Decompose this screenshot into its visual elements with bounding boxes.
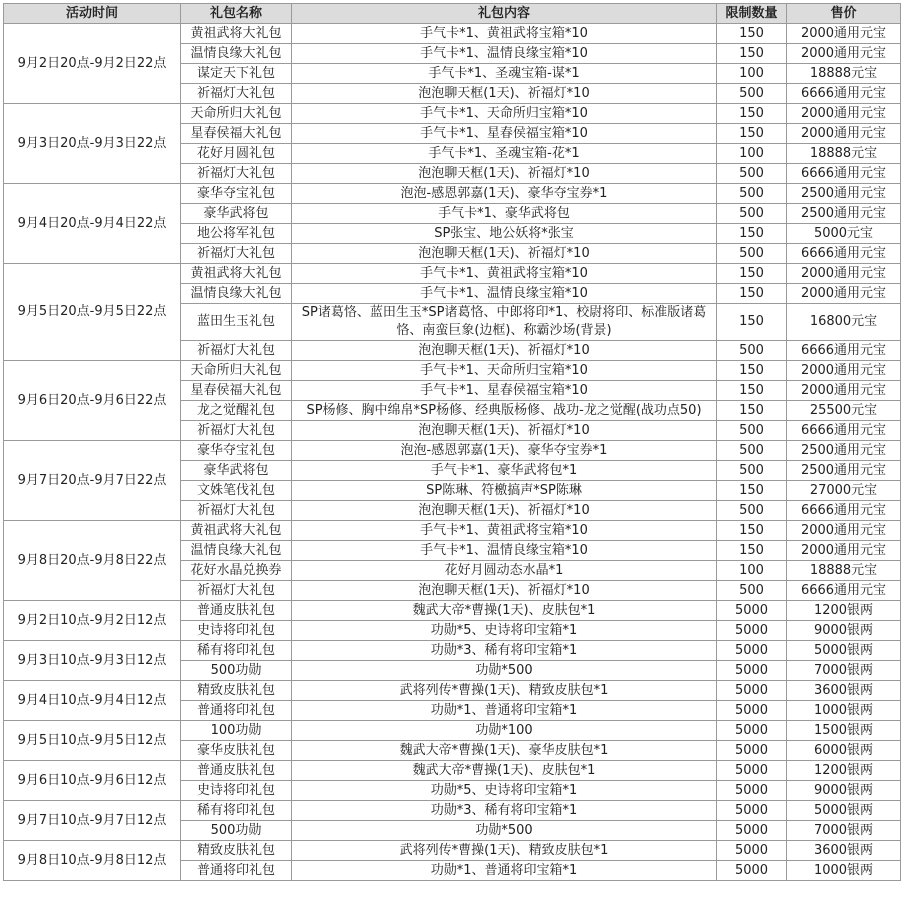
pack-content-cell: 手气卡*1、天命所归宝箱*10: [292, 361, 717, 381]
activity-time-cell: 9月8日20点-9月8日22点: [4, 521, 181, 601]
header-pack-content: 礼包内容: [292, 4, 717, 24]
table-row: [4, 681, 901, 701]
pack-content-cell: 手气卡*1、圣魂宝箱-花*1: [292, 144, 717, 164]
table-row: [4, 521, 901, 541]
table-row: [4, 721, 901, 741]
pack-name-cell: 史诗将印礼包: [181, 621, 292, 641]
limit-cell: 150: [717, 521, 787, 541]
price-cell: 1000银两: [787, 701, 901, 721]
price-cell: 16800元宝: [787, 304, 901, 341]
price-cell: 5000银两: [787, 641, 901, 661]
table-row: [4, 264, 901, 284]
pack-content-cell: SP杨修、胸中绵帛*SP杨修、经典版杨修、战功-龙之觉醒(战功点50): [292, 401, 717, 421]
activity-time-cell: 9月3日10点-9月3日12点: [4, 641, 181, 681]
limit-cell: 500: [717, 441, 787, 461]
table-row: [4, 441, 901, 461]
pack-name-cell: 豪华夺宝礼包: [181, 441, 292, 461]
price-cell: 6666通用元宝: [787, 244, 901, 264]
pack-content-cell: 功勋*5、史诗将印宝箱*1: [292, 781, 717, 801]
pack-content-cell: 泡泡聊天框(1天)、祈福灯*10: [292, 581, 717, 601]
price-cell: 2000通用元宝: [787, 381, 901, 401]
limit-cell: 500: [717, 461, 787, 481]
price-cell: 2500通用元宝: [787, 204, 901, 224]
header-row: [4, 4, 901, 24]
limit-cell: 5000: [717, 801, 787, 821]
limit-cell: 150: [717, 381, 787, 401]
table-row: [4, 24, 901, 44]
limit-cell: 150: [717, 124, 787, 144]
price-cell: 2500通用元宝: [787, 441, 901, 461]
price-cell: 2500通用元宝: [787, 184, 901, 204]
price-cell: 5000银两: [787, 801, 901, 821]
price-cell: 25500元宝: [787, 401, 901, 421]
pack-name-cell: 星春侯福大礼包: [181, 124, 292, 144]
pack-name-cell: 精致皮肤礼包: [181, 841, 292, 861]
pack-name-cell: 祈福灯大礼包: [181, 84, 292, 104]
pack-name-cell: 温情良缘大礼包: [181, 541, 292, 561]
limit-cell: 5000: [717, 721, 787, 741]
activity-time-cell: 9月5日20点-9月5日22点: [4, 264, 181, 361]
limit-cell: 150: [717, 24, 787, 44]
pack-name-cell: 普通将印礼包: [181, 861, 292, 881]
pack-name-cell: 天命所归大礼包: [181, 361, 292, 381]
limit-cell: 5000: [717, 641, 787, 661]
price-cell: 18888元宝: [787, 64, 901, 84]
pack-name-cell: 500功勋: [181, 821, 292, 841]
price-cell: 2500通用元宝: [787, 461, 901, 481]
limit-cell: 5000: [717, 781, 787, 801]
limit-cell: 5000: [717, 761, 787, 781]
limit-cell: 150: [717, 401, 787, 421]
limit-cell: 500: [717, 581, 787, 601]
limit-cell: 100: [717, 561, 787, 581]
limit-cell: 100: [717, 64, 787, 84]
limit-cell: 500: [717, 204, 787, 224]
limit-cell: 150: [717, 44, 787, 64]
limit-cell: 500: [717, 164, 787, 184]
price-cell: 6666通用元宝: [787, 421, 901, 441]
pack-name-cell: 温情良缘大礼包: [181, 44, 292, 64]
limit-cell: 5000: [717, 821, 787, 841]
pack-name-cell: 祈福灯大礼包: [181, 164, 292, 184]
price-cell: 1000银两: [787, 861, 901, 881]
pack-name-cell: 豪华夺宝礼包: [181, 184, 292, 204]
price-cell: 2000通用元宝: [787, 361, 901, 381]
limit-cell: 5000: [717, 741, 787, 761]
pack-content-cell: 功勋*1、普通将印宝箱*1: [292, 701, 717, 721]
price-cell: 6666通用元宝: [787, 164, 901, 184]
activity-time-cell: 9月2日10点-9月2日12点: [4, 601, 181, 641]
pack-name-cell: 普通皮肤礼包: [181, 601, 292, 621]
limit-cell: 500: [717, 421, 787, 441]
pack-name-cell: 祈福灯大礼包: [181, 244, 292, 264]
pack-name-cell: 文姝笔伐礼包: [181, 481, 292, 501]
pack-content-cell: 手气卡*1、天命所归宝箱*10: [292, 104, 717, 124]
price-cell: 6666通用元宝: [787, 581, 901, 601]
pack-content-cell: 手气卡*1、黄祖武将宝箱*10: [292, 264, 717, 284]
pack-content-cell: 手气卡*1、豪华武将包*1: [292, 461, 717, 481]
pack-name-cell: 黄祖武将大礼包: [181, 521, 292, 541]
pack-content-cell: 手气卡*1、黄祖武将宝箱*10: [292, 521, 717, 541]
pack-content-cell: 功勋*5、史诗将印宝箱*1: [292, 621, 717, 641]
table-row: [4, 641, 901, 661]
price-cell: 6666通用元宝: [787, 84, 901, 104]
pack-content-cell: 泡泡聊天框(1天)、祈福灯*10: [292, 501, 717, 521]
pack-content-cell: 功勋*500: [292, 821, 717, 841]
activity-time-cell: 9月6日10点-9月6日12点: [4, 761, 181, 801]
activity-time-cell: 9月7日20点-9月7日22点: [4, 441, 181, 521]
activity-time-cell: 9月4日10点-9月4日12点: [4, 681, 181, 721]
pack-content-cell: 武将列传*曹操(1天)、精致皮肤包*1: [292, 681, 717, 701]
pack-content-cell: 手气卡*1、圣魂宝箱-谋*1: [292, 64, 717, 84]
price-cell: 9000银两: [787, 781, 901, 801]
table-row: [4, 601, 901, 621]
pack-name-cell: 祈福灯大礼包: [181, 501, 292, 521]
limit-cell: 5000: [717, 601, 787, 621]
pack-content-cell: 泡泡聊天框(1天)、祈福灯*10: [292, 84, 717, 104]
pack-content-cell: SP诸葛恪、蓝田生玉*SP诸葛恪、中郎将印*1、校尉将印、标准版诸葛恪、南蛮巨象(边框)、称霸沙场(背景): [292, 304, 717, 341]
pack-content-cell: 功勋*500: [292, 661, 717, 681]
pack-content-cell: 手气卡*1、豪华武将包: [292, 204, 717, 224]
pack-name-cell: 普通将印礼包: [181, 701, 292, 721]
pack-content-cell: 手气卡*1、温情良缘宝箱*10: [292, 284, 717, 304]
pack-content-cell: 手气卡*1、星春侯福宝箱*10: [292, 381, 717, 401]
pack-content-cell: 泡泡聊天框(1天)、祈福灯*10: [292, 341, 717, 361]
limit-cell: 500: [717, 501, 787, 521]
gift-pack-schedule-table: [3, 3, 901, 881]
limit-cell: 500: [717, 84, 787, 104]
price-cell: 18888元宝: [787, 144, 901, 164]
activity-time-cell: 9月2日20点-9月2日22点: [4, 24, 181, 104]
pack-name-cell: 花好水晶兑换券: [181, 561, 292, 581]
pack-name-cell: 普通皮肤礼包: [181, 761, 292, 781]
table-header: [4, 4, 901, 24]
pack-content-cell: 功勋*1、普通将印宝箱*1: [292, 861, 717, 881]
price-cell: 1200银两: [787, 761, 901, 781]
price-cell: 2000通用元宝: [787, 24, 901, 44]
limit-cell: 150: [717, 481, 787, 501]
pack-name-cell: 100功勋: [181, 721, 292, 741]
table-body: [4, 24, 901, 881]
price-cell: 3600银两: [787, 841, 901, 861]
pack-content-cell: 泡泡聊天框(1天)、祈福灯*10: [292, 164, 717, 184]
price-cell: 2000通用元宝: [787, 541, 901, 561]
pack-content-cell: 功勋*3、稀有将印宝箱*1: [292, 801, 717, 821]
pack-name-cell: 星春侯福大礼包: [181, 381, 292, 401]
pack-content-cell: 魏武大帝*曹操(1天)、皮肤包*1: [292, 761, 717, 781]
pack-name-cell: 温情良缘大礼包: [181, 284, 292, 304]
table-row: [4, 801, 901, 821]
table-row: [4, 104, 901, 124]
pack-content-cell: 泡泡-感恩郭嘉(1天)、豪华夺宝券*1: [292, 441, 717, 461]
price-cell: 7000银两: [787, 821, 901, 841]
pack-name-cell: 黄祖武将大礼包: [181, 24, 292, 44]
price-cell: 1500银两: [787, 721, 901, 741]
table-row: [4, 361, 901, 381]
price-cell: 2000通用元宝: [787, 104, 901, 124]
pack-name-cell: 黄祖武将大礼包: [181, 264, 292, 284]
pack-name-cell: 天命所归大礼包: [181, 104, 292, 124]
limit-cell: 150: [717, 361, 787, 381]
price-cell: 6666通用元宝: [787, 341, 901, 361]
pack-content-cell: SP张宝、地公妖将*张宝: [292, 224, 717, 244]
limit-cell: 500: [717, 244, 787, 264]
pack-content-cell: 手气卡*1、温情良缘宝箱*10: [292, 44, 717, 64]
price-cell: 6666通用元宝: [787, 501, 901, 521]
limit-cell: 5000: [717, 661, 787, 681]
pack-content-cell: 功勋*100: [292, 721, 717, 741]
pack-content-cell: 武将列传*曹操(1天)、精致皮肤包*1: [292, 841, 717, 861]
limit-cell: 150: [717, 104, 787, 124]
price-cell: 2000通用元宝: [787, 284, 901, 304]
pack-name-cell: 祈福灯大礼包: [181, 581, 292, 601]
limit-cell: 150: [717, 264, 787, 284]
price-cell: 27000元宝: [787, 481, 901, 501]
pack-content-cell: 泡泡聊天框(1天)、祈福灯*10: [292, 244, 717, 264]
limit-cell: 5000: [717, 621, 787, 641]
pack-content-cell: 泡泡聊天框(1天)、祈福灯*10: [292, 421, 717, 441]
header-pack-name: 礼包名称: [181, 4, 292, 24]
activity-time-cell: 9月6日20点-9月6日22点: [4, 361, 181, 441]
pack-content-cell: 花好月圆动态水晶*1: [292, 561, 717, 581]
activity-time-cell: 9月5日10点-9月5日12点: [4, 721, 181, 761]
price-cell: 9000银两: [787, 621, 901, 641]
price-cell: 2000通用元宝: [787, 521, 901, 541]
pack-content-cell: 手气卡*1、黄祖武将宝箱*10: [292, 24, 717, 44]
limit-cell: 5000: [717, 681, 787, 701]
activity-time-cell: 9月3日20点-9月3日22点: [4, 104, 181, 184]
table-row: [4, 184, 901, 204]
header-limit: 限制数量: [717, 4, 787, 24]
pack-name-cell: 豪华武将包: [181, 204, 292, 224]
pack-name-cell: 豪华武将包: [181, 461, 292, 481]
price-cell: 3600银两: [787, 681, 901, 701]
pack-name-cell: 龙之觉醒礼包: [181, 401, 292, 421]
activity-time-cell: 9月8日10点-9月8日12点: [4, 841, 181, 881]
price-cell: 2000通用元宝: [787, 124, 901, 144]
table-row: [4, 841, 901, 861]
pack-name-cell: 500功勋: [181, 661, 292, 681]
price-cell: 5000元宝: [787, 224, 901, 244]
limit-cell: 500: [717, 341, 787, 361]
limit-cell: 150: [717, 541, 787, 561]
limit-cell: 5000: [717, 701, 787, 721]
price-cell: 2000通用元宝: [787, 264, 901, 284]
pack-name-cell: 史诗将印礼包: [181, 781, 292, 801]
price-cell: 1200银两: [787, 601, 901, 621]
limit-cell: 100: [717, 144, 787, 164]
pack-content-cell: 魏武大帝*曹操(1天)、豪华皮肤包*1: [292, 741, 717, 761]
table-row: [4, 761, 901, 781]
price-cell: 6000银两: [787, 741, 901, 761]
activity-time-cell: 9月7日10点-9月7日12点: [4, 801, 181, 841]
pack-content-cell: SP陈琳、符檄搞声*SP陈琳: [292, 481, 717, 501]
activity-time-cell: 9月4日20点-9月4日22点: [4, 184, 181, 264]
pack-content-cell: 泡泡-感恩郭嘉(1天)、豪华夺宝券*1: [292, 184, 717, 204]
header-time: 活动时间: [4, 4, 181, 24]
limit-cell: 150: [717, 284, 787, 304]
pack-name-cell: 祈福灯大礼包: [181, 421, 292, 441]
limit-cell: 5000: [717, 861, 787, 881]
pack-name-cell: 谋定天下礼包: [181, 64, 292, 84]
pack-name-cell: 地公将军礼包: [181, 224, 292, 244]
price-cell: 18888元宝: [787, 561, 901, 581]
pack-name-cell: 蓝田生玉礼包: [181, 304, 292, 341]
pack-name-cell: 花好月圆礼包: [181, 144, 292, 164]
pack-content-cell: 手气卡*1、星春侯福宝箱*10: [292, 124, 717, 144]
pack-name-cell: 稀有将印礼包: [181, 641, 292, 661]
price-cell: 7000银两: [787, 661, 901, 681]
pack-name-cell: 稀有将印礼包: [181, 801, 292, 821]
header-price: 售价: [787, 4, 901, 24]
pack-name-cell: 祈福灯大礼包: [181, 341, 292, 361]
pack-name-cell: 豪华皮肤礼包: [181, 741, 292, 761]
pack-content-cell: 手气卡*1、温情良缘宝箱*10: [292, 541, 717, 561]
pack-content-cell: 功勋*3、稀有将印宝箱*1: [292, 641, 717, 661]
limit-cell: 500: [717, 184, 787, 204]
limit-cell: 150: [717, 224, 787, 244]
limit-cell: 5000: [717, 841, 787, 861]
limit-cell: 150: [717, 304, 787, 341]
price-cell: 2000通用元宝: [787, 44, 901, 64]
pack-name-cell: 精致皮肤礼包: [181, 681, 292, 701]
pack-content-cell: 魏武大帝*曹操(1天)、皮肤包*1: [292, 601, 717, 621]
